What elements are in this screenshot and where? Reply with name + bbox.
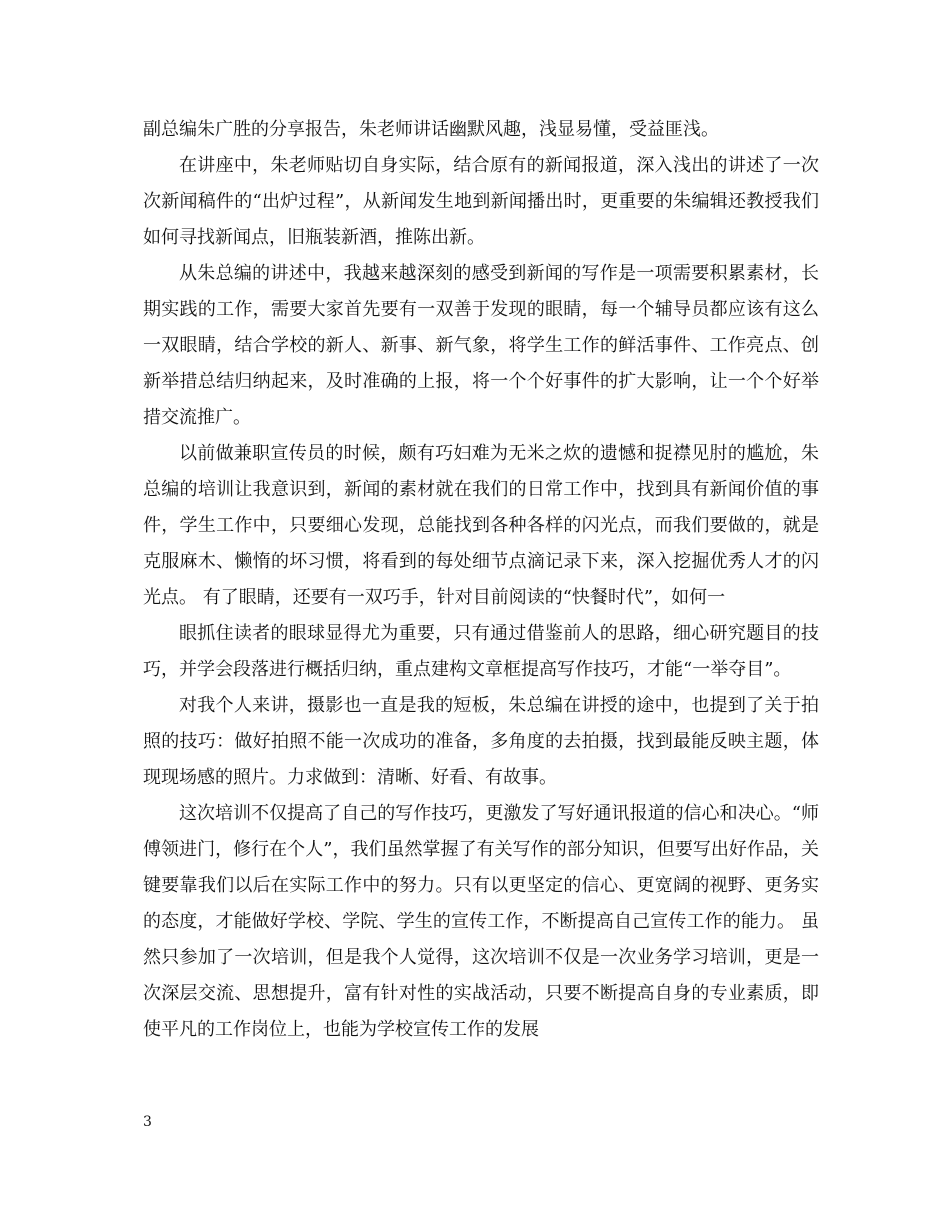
paragraph-1: 副总编朱广胜的分享报告，朱老师讲话幽默风趣，浅显易懂，受益匪浅。: [143, 119, 719, 140]
paragraph-7: 这次培训不仅提高了自己的写作技巧，更激发了写好通讯报道的信心和决心。“师傅领进门，修行在个人”，我们虽然掌握了有关写作的部分知识，但要写出好作品，关键要靠我们以后在实际工作中的努力。只有以更坚定的信心、更宽阔的视野、更务实的态度，才能做好学校、学院、学生的宣传工作，不断提高自己宣传工作的能力。 虽然只参加了一次培训，但是我个人觉得，这次培训不仅是一次业务学习培训，更是一次深层交流、思想提升，富有针对性的实战活动，只要不断提高自身的专业素质，即使平凡的工作岗位上，也能为学校宣传工作的发展: [143, 803, 819, 1040]
paragraph-2: 在讲座中，朱老师贴切自身实际，结合原有的新闻报道，深入浅出的讲述了一次次新闻稿件的“出炉过程”，从新闻发生地到新闻播出时，更重要的朱编辑还教授我们如何寻找新闻点，旧瓶装新酒，推陈出新。: [143, 155, 819, 248]
paragraph-5: 眼抓住读者的眼球显得尤为重要，只有通过借鉴前人的思路，细心研究题目的技巧，并学会段落进行概括归纳，重点建构文章框提高写作技巧，才能“一举夺目”。: [143, 623, 819, 680]
paragraph-3: 从朱总编的讲述中，我越来越深刻的感受到新闻的写作是一项需要积累素材，长期实践的工作，需要大家首先要有一双善于发现的眼睛，每一个辅导员都应该有这么一双眼睛，结合学校的新人、新事、新气象，将学生工作的鲜活事件、工作亮点、创新举措总结归纳起来，及时准确的上报，将一个个好事件的扩大影响，让一个个好举措交流推广。: [143, 263, 819, 428]
page-number: 3: [143, 1114, 152, 1130]
paragraph-4: 以前做兼职宣传员的时候，颇有巧妇难为无米之炊的遗憾和捉襟见肘的尴尬，朱总编的培训让我意识到，新闻的素材就在我们的日常工作中，找到具有新闻价值的事件，学生工作中，只要细心发现，总能找到各种各样的闪光点，而我们要做的，就是克服麻木、懒惰的坏习惯，将看到的每处细节点滴记录下来，深入挖掘优秀人才的闪光点。 有了眼睛，还要有一双巧手，针对目前阅读的“快餐时代”，如何一: [143, 443, 819, 608]
document-body: [143, 112, 819, 1048]
paragraph-6: 对我个人来讲，摄影也一直是我的短板，朱总编在讲授的途中，也提到了关于拍照的技巧：做好拍照不能一次成功的准备，多角度的去拍摄，找到最能反映主题，体现现场感的照片。力求做到：清晰、好看、有故事。: [143, 695, 819, 788]
